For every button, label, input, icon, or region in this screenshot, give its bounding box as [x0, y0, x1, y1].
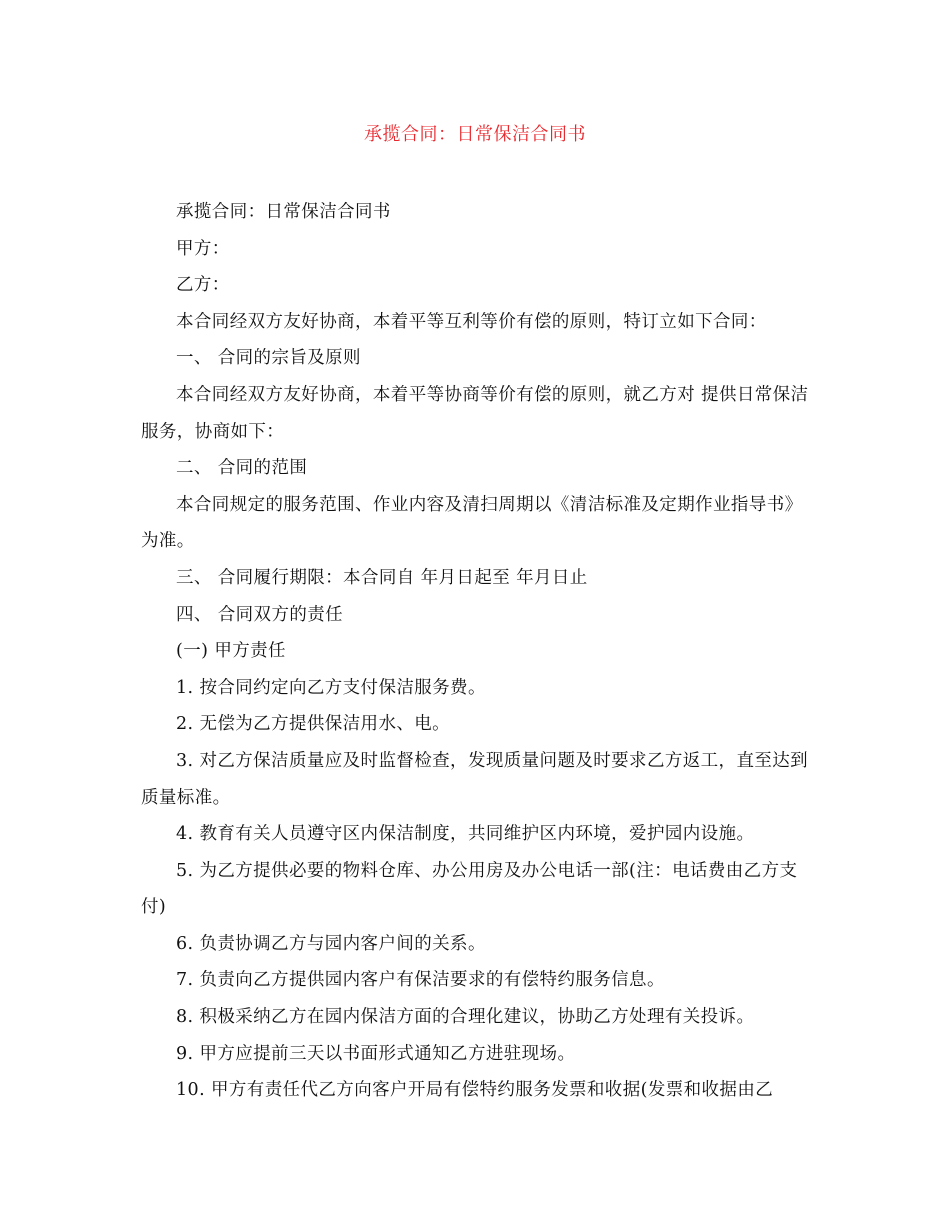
- list-item: 6. 负责协调乙方与园内客户间的关系。: [176, 933, 486, 954]
- list-item: 8. 积极采纳乙方在园内保洁方面的合理化建议，协助乙方处理有关投诉。: [176, 1007, 755, 1028]
- list-item: 5. 为乙方提供必要的物料仓库、办公用房及办公电话一部(注：电话费由乙方支付): [141, 860, 798, 918]
- document-title: 承揽合同：日常保洁合同书: [364, 124, 586, 145]
- list-item: 2. 无偿为乙方提供保洁用水、电。: [176, 714, 451, 735]
- list-item: 1. 按合同约定向乙方支付保洁服务费。: [176, 677, 486, 698]
- list-item: 3. 对乙方保洁质量应及时监督检查，发现质量问题及时要求乙方返工，直至达到质量标准。: [141, 750, 809, 808]
- paragraph-party-b: 乙方：: [176, 275, 230, 296]
- list-item: 9. 甲方应提前三天以书面形式通知乙方进驻现场。: [176, 1043, 576, 1064]
- section-heading-3: 三、 合同履行期限：本合同自 年月日起至 年月日止: [176, 567, 588, 588]
- paragraph-section-1: 本合同经双方友好协商，本着平等协商等价有偿的原则，就乙方对 提供日常保洁服务，协商如下：: [141, 384, 809, 442]
- document-body: [141, 194, 813, 1109]
- paragraph-heading: 承揽合同：日常保洁合同书: [176, 202, 391, 222]
- paragraph-intro: 本合同经双方友好协商，本着平等互利等价有偿的原则，特订立如下合同：: [176, 311, 767, 332]
- section-heading-2: 二、 合同的范围: [176, 458, 308, 479]
- list-item: 10. 甲方有责任代乙方向客户开局有偿特约服务发票和收据(发票和收据由乙: [176, 1080, 774, 1101]
- paragraph-section-2: 本合同规定的服务范围、作业内容及清扫周期以《清洁标准及定期作业指导书》为准。: [141, 494, 803, 552]
- section-heading-4: 四、 合同双方的责任: [176, 604, 344, 625]
- list-item: 4. 教育有关人员遵守区内保洁制度，共同维护区内环境，爱护园内设施。: [176, 824, 755, 845]
- subsection-heading-a: (一) 甲方责任: [176, 641, 286, 662]
- section-heading-1: 一、 合同的宗旨及原则: [176, 348, 361, 369]
- paragraph-party-a: 甲方：: [176, 238, 230, 259]
- list-item: 7. 负责向乙方提供园内客户有保洁要求的有偿特约服务信息。: [176, 970, 665, 991]
